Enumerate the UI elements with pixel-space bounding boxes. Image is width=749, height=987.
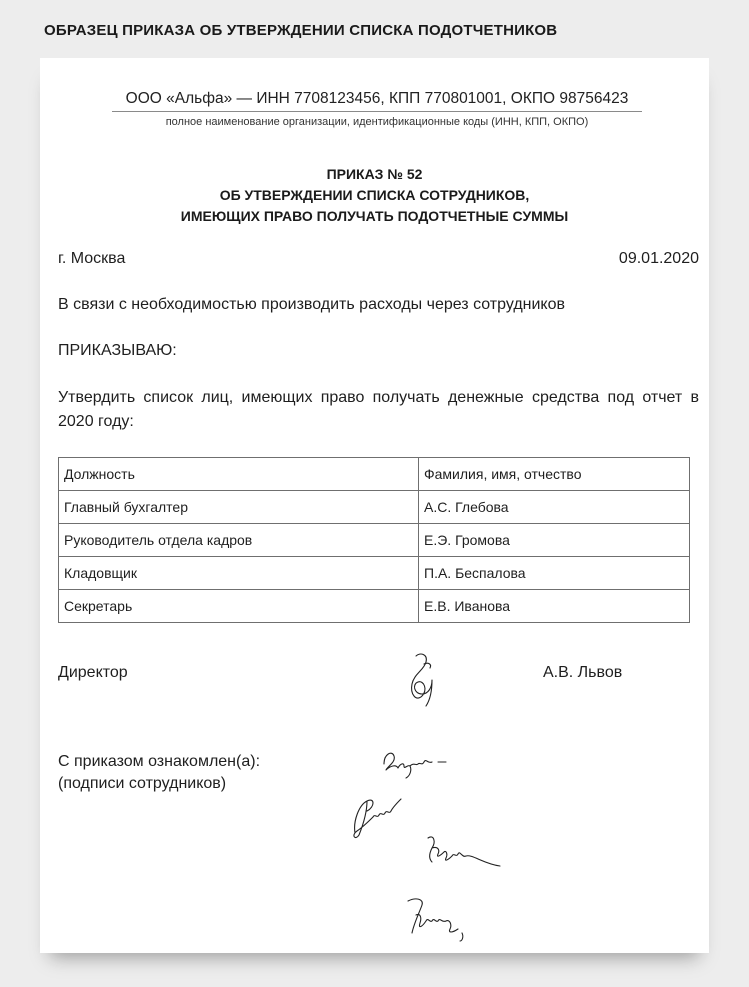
table-row: [59, 590, 690, 623]
column-header-position: Должность: [59, 458, 419, 491]
acknowledgement-block: [58, 751, 260, 795]
director-name: А.В. Львов: [543, 664, 623, 681]
table-cell-full-name: Е.В. Иванова: [419, 590, 690, 623]
table-cell-position: Главный бухгалтер: [59, 491, 419, 524]
organization-line: ООО «Альфа» — ИНН 7708123456, КПП 770801001, ОКПО 98756423: [112, 90, 642, 112]
employee-signature: [345, 791, 413, 841]
column-header-full-name: Фамилия, имя, отчество: [419, 458, 690, 491]
employee-signature: [380, 744, 454, 780]
director-signature: [402, 650, 442, 708]
acknowledgement-caption: (подписи сотрудников): [58, 775, 227, 792]
order-title-line: ОБ УТВЕРЖДЕНИИ СПИСКА СОТРУДНИКОВ,: [219, 187, 530, 203]
table-cell-position: Руководитель отдела кадров: [59, 524, 419, 557]
document-sheet: [40, 58, 709, 953]
table-cell-full-name: П.А. Беспалова: [419, 557, 690, 590]
table-cell-position: Кладовщик: [59, 557, 419, 590]
table-header-row: [59, 458, 690, 491]
order-title-line: ИМЕЮЩИХ ПРАВО ПОЛУЧАТЬ ПОДОТЧЕТНЫЕ СУММЫ: [180, 208, 569, 224]
page-title: ОБРАЗЕЦ ПРИКАЗА ОБ УТВЕРЖДЕНИИ СПИСКА ПОДОТЧЕТНИКОВ: [44, 22, 558, 39]
table-row: [59, 524, 690, 557]
employee-signature: [422, 832, 504, 874]
order-title-line: ПРИКАЗ № 52: [326, 166, 423, 182]
table-row: [59, 557, 690, 590]
employee-signature: [402, 893, 474, 943]
order-date: 09.01.2020: [618, 250, 699, 267]
table-cell-position: Секретарь: [59, 590, 419, 623]
organization-caption: полное наименование организации, идентификационные коды (ИНН, КПП, ОКПО): [165, 116, 589, 128]
order-reason: В связи с необходимостью производить расходы через сотрудников: [58, 296, 565, 313]
table-cell-full-name: А.С. Глебова: [419, 491, 690, 524]
staff-table: [58, 457, 690, 623]
director-title: Директор: [58, 664, 128, 681]
order-city: г. Москва: [58, 250, 126, 267]
order-title: [60, 164, 689, 227]
table-row: [59, 491, 690, 524]
order-command: ПРИКАЗЫВАЮ:: [58, 342, 177, 359]
table-cell-full-name: Е.Э. Громова: [419, 524, 690, 557]
order-approve-text: Утвердить список лиц, имеющих право получать денежные средства под отчет в 2020 году:: [58, 389, 699, 430]
acknowledgement-title: С приказом ознакомлен(а):: [58, 753, 261, 770]
